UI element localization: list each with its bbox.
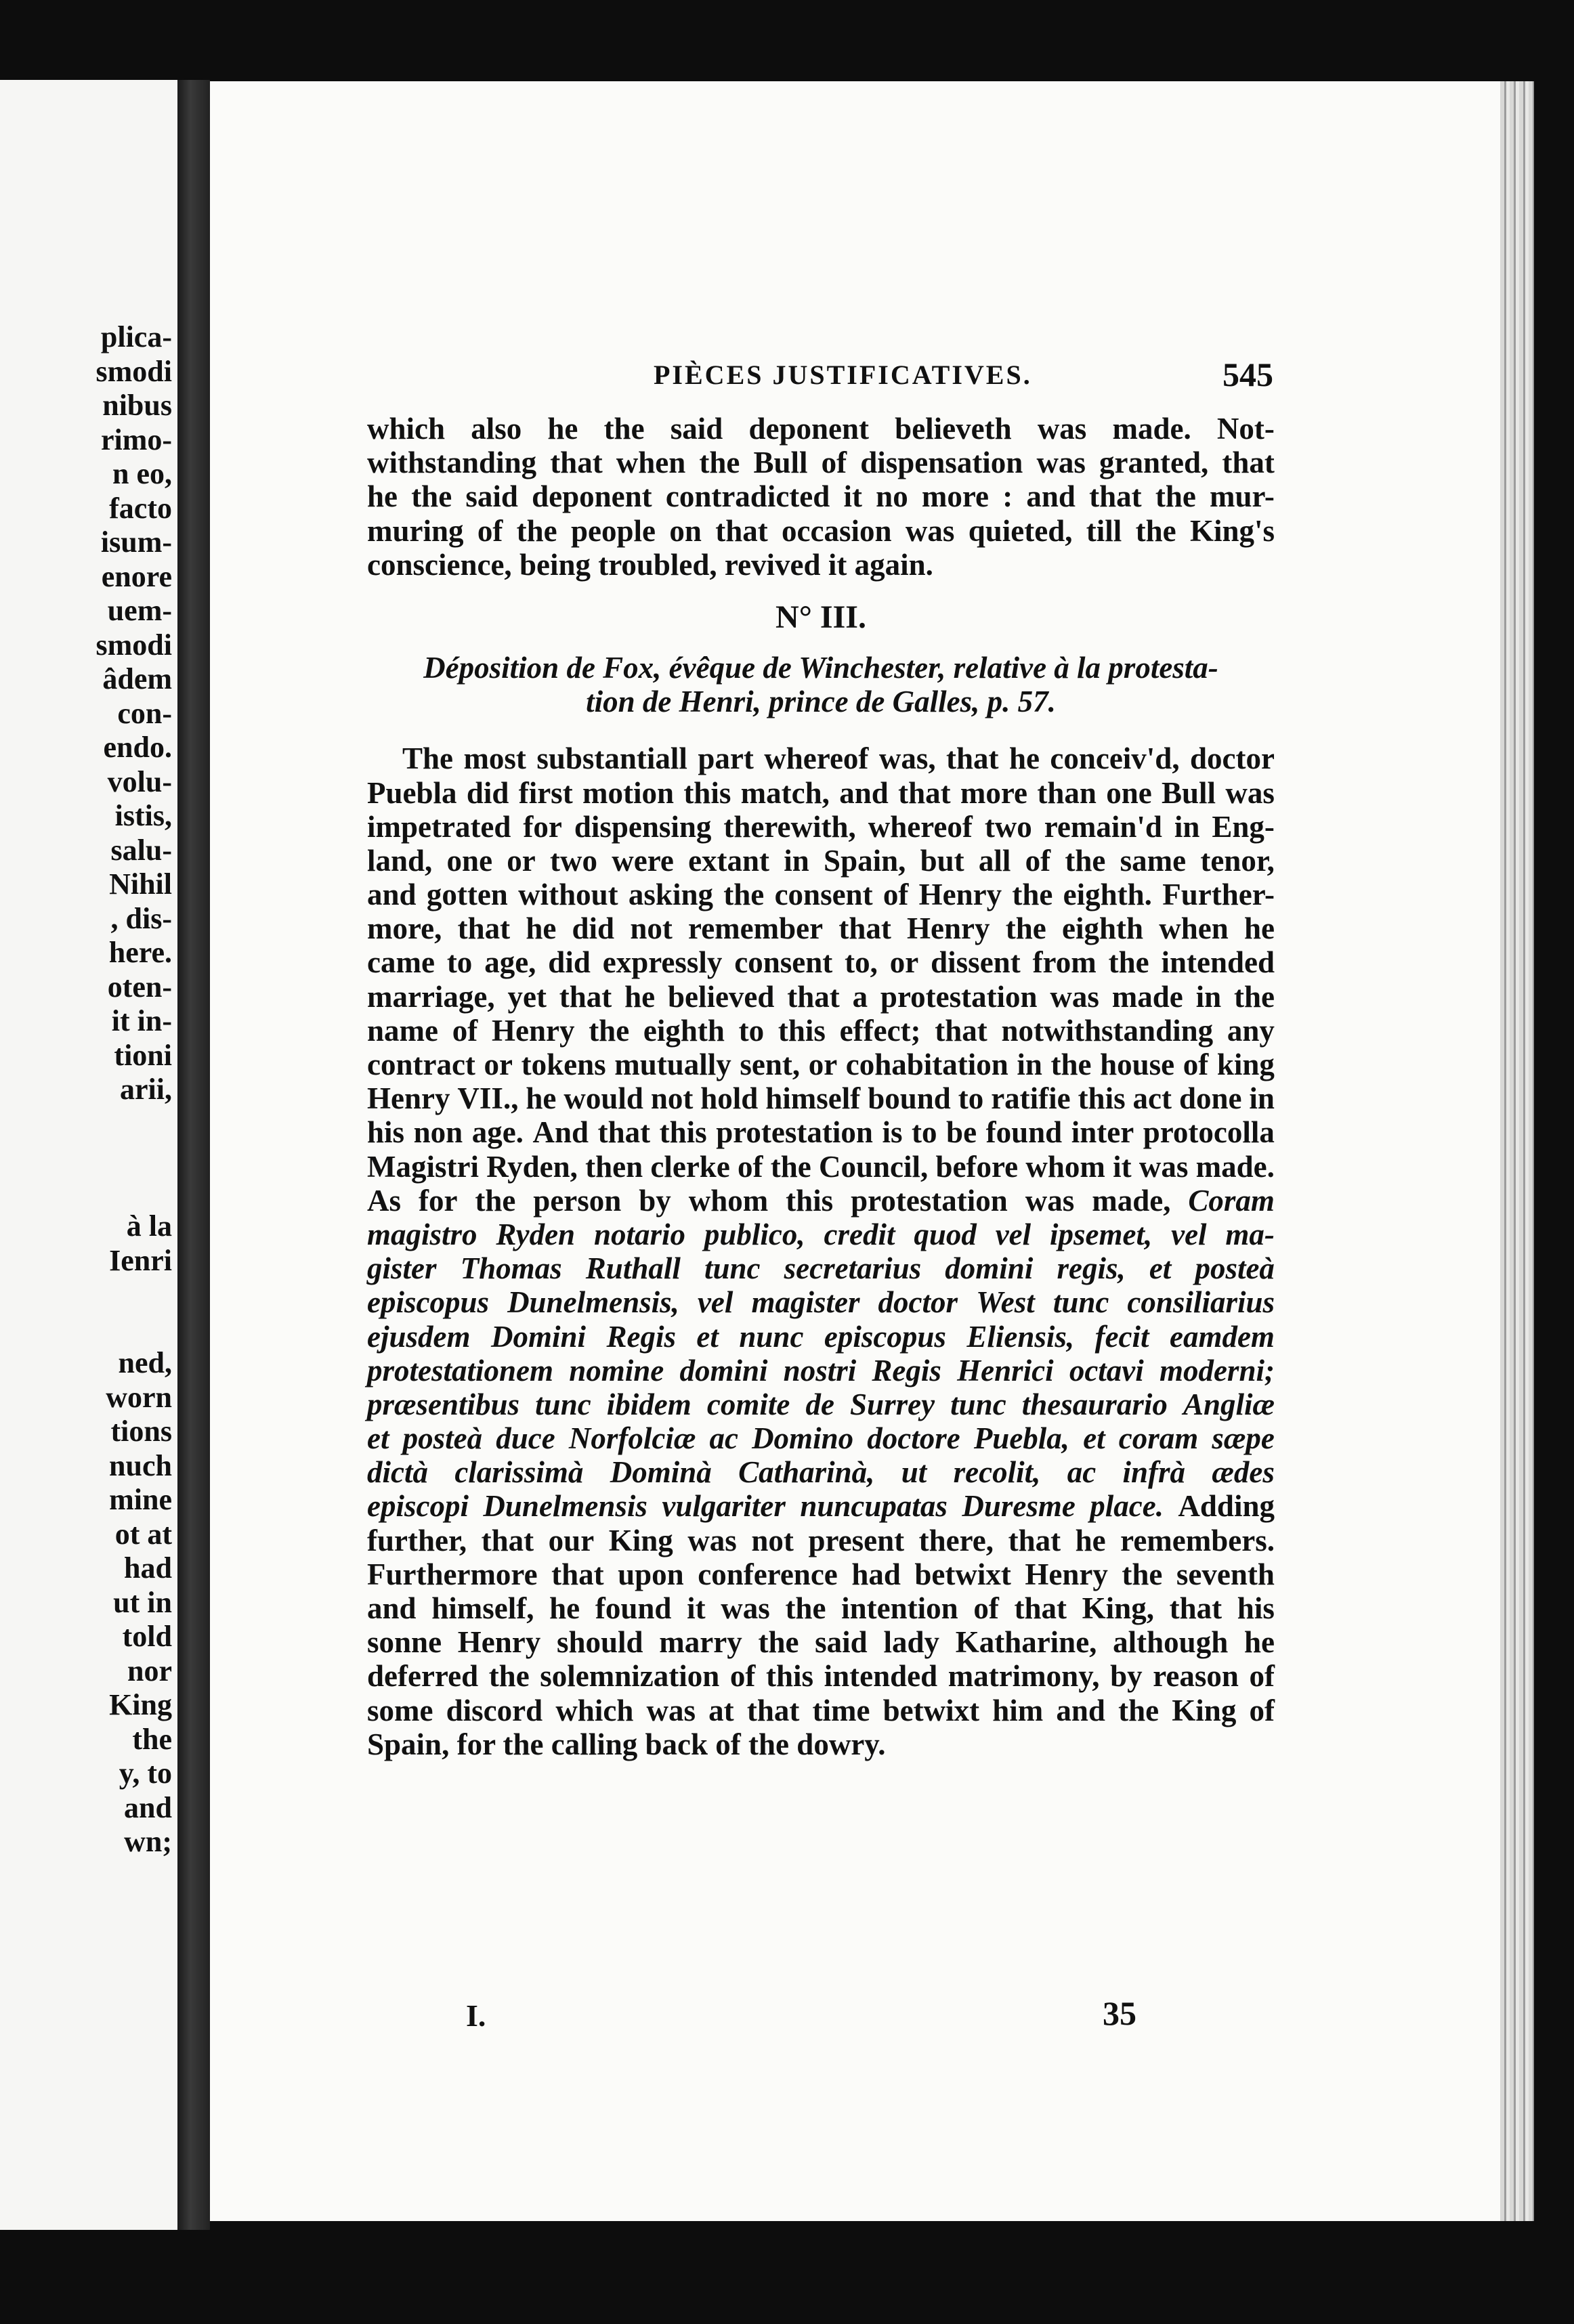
text-line: Spain, for the calling back of the dowry. [367, 1727, 886, 1761]
text-line: episcopus Dunelmensis, vel magister doctor West tunc consiliarius [367, 1285, 1275, 1320]
facing-page-line: con- [117, 696, 172, 730]
text-line: dictà clarissimà Dominà Catharinà, ut recolit, ac infrà ædes [367, 1455, 1275, 1490]
facing-page-line: y, to [119, 1757, 172, 1790]
text-line: Henry VII., he would not hold himself bound to ratifie this act done in [367, 1081, 1275, 1116]
facing-page-line [9, 1278, 172, 1312]
facing-page-line: Nihil [109, 867, 172, 901]
facing-page-line: Ienri [109, 1243, 172, 1277]
facing-page-line: smodi [95, 628, 172, 662]
text-line: some discord which was at that time betwixt him and the King of [367, 1693, 1275, 1727]
facing-page-line: told [122, 1620, 172, 1653]
paragraph-2 [367, 741, 1275, 1761]
facing-page-line: plica- [100, 320, 172, 353]
facing-page-line: oten- [107, 970, 172, 1004]
facing-page-strip [0, 80, 177, 2230]
text-line: Magistri Ryden, then clerke of the Council, before whom it was made. [367, 1149, 1275, 1184]
facing-page-line: âdem [102, 662, 172, 695]
text-line: et posteà duce Norfolciæ ac Domino doctore Puebla, et coram sæpe [367, 1421, 1275, 1456]
text-line: deferred the solemnization of this intended matrimony, by reason of [367, 1659, 1275, 1694]
facing-page-line: à la [126, 1209, 172, 1243]
text-line: As for the person by whom this protestation was made, Coram [367, 1183, 1275, 1218]
facing-page-line: smodi [95, 354, 172, 388]
text-line: sonne Henry should marry the said lady Katharine, although he [367, 1625, 1275, 1660]
text-line: Puebla did first motion this match, and that more than one Bull was [367, 775, 1275, 810]
facing-page-line: King [109, 1688, 172, 1721]
facing-page-line: tioni [114, 1038, 172, 1072]
facing-page-line [9, 1107, 172, 1142]
main-text [367, 412, 1275, 1761]
text-line: came to age, did expressly consent to, or dissent from the intended [367, 945, 1275, 980]
facing-page-line: it in- [111, 1004, 172, 1037]
facing-page-line: enore [101, 559, 172, 593]
facing-page-line: wn; [124, 1825, 172, 1858]
text-line: impetrated for dispensing therewith, whereof two remain'd in Eng- [367, 809, 1275, 844]
facing-page-line: , dis- [110, 901, 172, 935]
facing-page-line [9, 1176, 172, 1210]
facing-page-line: here. [108, 936, 172, 969]
section-heading: N° III. [775, 599, 866, 635]
text-line: he the said deponent contradicted it no more : and that the mur- [367, 479, 1275, 514]
running-head: PIÈCES JUSTIFICATIVES. [654, 360, 1032, 390]
text-line: episcopi Dunelmensis vulgariter nuncupatas Duresme place. Adding [367, 1489, 1275, 1524]
facing-page-line: isum- [100, 525, 172, 559]
page-header [210, 356, 1500, 400]
facing-page-line: nor [127, 1654, 172, 1687]
book-gutter [177, 80, 210, 2230]
page-footer [210, 1994, 1500, 2045]
facing-page-line: ot at [114, 1517, 172, 1551]
book-page [210, 81, 1500, 2221]
facing-page-line: ut in [113, 1585, 172, 1619]
subtitle-line: Déposition de Fox, évêque de Winchester, relative à la protesta- [423, 650, 1218, 685]
page-edge [1500, 81, 1534, 2221]
text-line: marriage, yet that he believed that a protestation was made in the [367, 979, 1275, 1014]
facing-page-line: endo. [103, 731, 172, 764]
text-line: ejusdem Domini Regis et nunc episcopus Eliensis, fecit eamdem [367, 1319, 1275, 1354]
text-line: land, one or two were extant in Spain, but all of the same tenor, [367, 843, 1275, 878]
facing-page-line: worn [106, 1380, 172, 1414]
facing-page-text [9, 320, 172, 1859]
text-line: conscience, being troubled, revived it again. [367, 547, 933, 582]
facing-page-line: n eo, [112, 457, 172, 490]
facing-page-line [9, 1312, 172, 1347]
subtitle-line: tion de Henri, prince de Galles, p. 57. [586, 685, 1056, 719]
text-line: muring of the people on that occasion was quieted, till the King's [367, 513, 1275, 548]
facing-page-line: uem- [107, 594, 172, 627]
facing-page-line: arii, [120, 1073, 172, 1106]
facing-page-line [9, 1141, 172, 1176]
text-line: gister Thomas Ruthall tunc secretarius domini regis, et posteà [367, 1251, 1275, 1286]
text-line: his non age. And that this protestation is to be found inter protocolla [367, 1115, 1275, 1150]
text-line: more, that he did not remember that Henry the eighth when he [367, 911, 1275, 946]
facing-page-line: rimo- [100, 423, 172, 456]
facing-page-line: mine [109, 1483, 172, 1516]
section-subtitle [367, 651, 1275, 718]
text-line: magistro Ryden notario publico, credit quod vel ipsemet, vel ma- [367, 1217, 1275, 1251]
text-line: which also he the said deponent believeth was made. Not- [367, 412, 1275, 446]
text-line: further, that our King was not present there, that he remembers. [367, 1523, 1275, 1557]
facing-page-line: had [124, 1551, 172, 1585]
facing-page-line: tions [110, 1415, 172, 1448]
facing-page-line: and [124, 1790, 172, 1824]
facing-page-line: nibus [102, 389, 172, 422]
text-line: Furthermore that upon conference had betwixt Henry the seventh [367, 1557, 1275, 1591]
leaf-number: 35 [1103, 1994, 1136, 2032]
facing-page-line: istis, [114, 799, 172, 832]
page-number: 545 [1222, 356, 1273, 393]
text-line: contract or tokens mutually sent, or cohabitation in the house of king [367, 1048, 1275, 1081]
signature-mark: I. [466, 1998, 486, 2033]
text-line: The most substantiall part whereof was, that he conceiv'd, doctor [402, 741, 1275, 776]
facing-page-line: facto [109, 491, 172, 525]
facing-page-line: salu- [110, 833, 172, 867]
text-line: protestationem nomine domini nostri Regis Henrici octavi moderni; [367, 1353, 1275, 1387]
text-line: præsentibus tunc ibidem comite de Surrey tunc thesaurario Angliæ [367, 1387, 1275, 1421]
facing-page-line: volu- [107, 765, 172, 798]
text-line: name of Henry the eighth to this effect; that notwithstanding any [367, 1013, 1275, 1048]
text-line: and gotten without asking the consent of Henry the eighth. Further- [367, 878, 1275, 912]
facing-page-line: the [132, 1722, 172, 1756]
facing-page-line: nuch [109, 1448, 172, 1482]
text-line: withstanding that when the Bull of dispensation was granted, that [367, 446, 1275, 480]
facing-page-line: ned, [118, 1346, 172, 1379]
paragraph-1 [367, 412, 1275, 582]
text-line: and himself, he found it was the intention of that King, that his [367, 1591, 1275, 1625]
